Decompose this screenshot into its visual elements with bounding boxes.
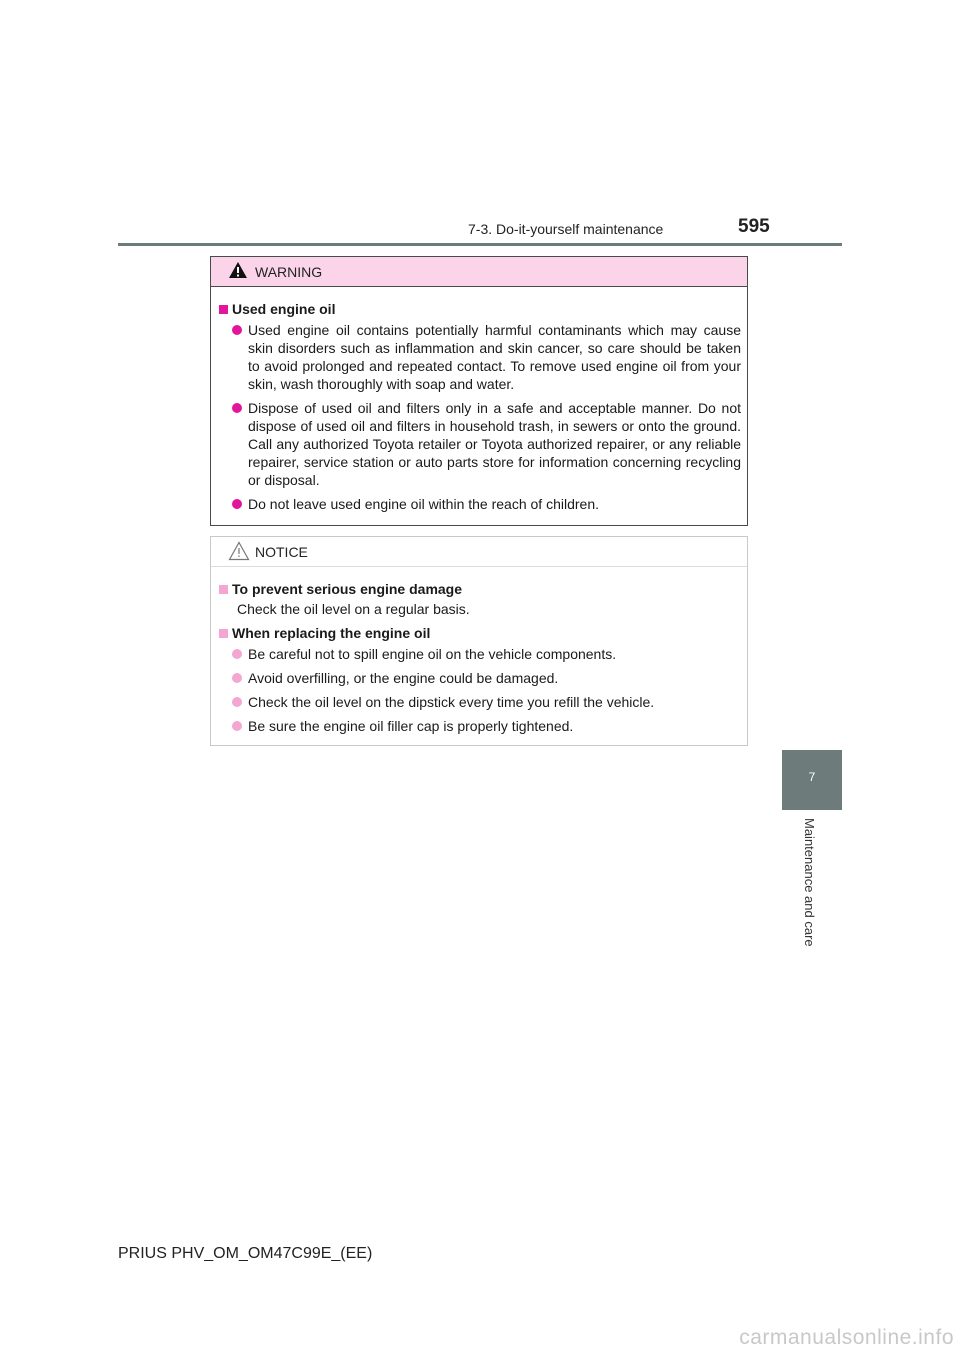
notice-heading: [218, 579, 741, 599]
list-item: [232, 669, 741, 687]
chapter-label: Maintenance and care: [802, 818, 817, 947]
warning-heading: [218, 299, 741, 319]
bullet-icon: [232, 721, 242, 731]
list-item: [232, 645, 741, 663]
list-item: [232, 321, 741, 393]
list-item: [232, 717, 741, 735]
bullet-icon: [232, 673, 242, 683]
list-item: [232, 399, 741, 489]
chapter-number: 7: [808, 770, 816, 784]
list-item: [232, 693, 741, 711]
warning-content: [211, 287, 747, 513]
warning-header: [211, 257, 747, 287]
notice-box: [210, 536, 748, 746]
list-item-text: Do not leave used engine oil within the reach of children.: [248, 496, 599, 512]
bullet-icon: [232, 697, 242, 707]
warning-heading-text: Used engine oil: [232, 301, 336, 317]
list-item: [232, 495, 741, 513]
bullet-icon: [232, 325, 242, 335]
list-item-text: Be careful not to spill engine oil on the vehicle components.: [248, 646, 617, 662]
caution-icon: [228, 541, 250, 561]
page-number: 595: [738, 216, 770, 237]
notice-heading-text: To prevent serious engine damage: [232, 581, 463, 597]
square-bullet-icon: [219, 629, 228, 638]
notice-paragraph: Check the oil level on a regular basis.: [237, 601, 470, 617]
notice-content: [211, 567, 747, 735]
square-bullet-icon: [219, 305, 228, 314]
bullet-icon: [232, 403, 242, 413]
list-item-text: Check the oil level on the dipstick every time you refill the vehicle.: [248, 694, 655, 710]
notice-header: [211, 537, 747, 567]
warning-icon: [228, 261, 248, 279]
watermark: carmanualsonline.info: [739, 1326, 954, 1349]
list-item-text: Avoid overfilling, or the engine could be damaged.: [248, 670, 559, 686]
notice-title: NOTICE: [255, 544, 308, 560]
notice-heading: [218, 623, 741, 643]
warning-box: [210, 256, 748, 526]
chapter-tab[interactable]: [782, 750, 842, 810]
list-item-text: Used engine oil contains potentially harmful contaminants which may cause skin disorders such as inflammation and skin cancer, so care should be taken to avoid prolonged and repeated contact. To remove used engine oil from your skin, wash thoroughly with soap and water.: [248, 322, 741, 392]
warning-title: WARNING: [255, 264, 323, 280]
list-item-text: Be sure the engine oil filler cap is properly tightened.: [248, 718, 574, 734]
square-bullet-icon: [219, 585, 228, 594]
bullet-icon: [232, 499, 242, 509]
notice-heading-text: When replacing the engine oil: [232, 625, 431, 641]
section-title: 7-3. Do-it-yourself maintenance: [468, 221, 664, 237]
document-id: PRIUS PHV_OM_OM47C99E_(EE): [118, 1245, 373, 1262]
header-divider: [118, 243, 842, 246]
bullet-icon: [232, 649, 242, 659]
list-item-text: Dispose of used oil and filters only in a safe and acceptable manner. Do not dispose of used oil and filters in household trash, in sewers or onto the ground. Call any authorized Toyota retailer or Toyota authorized repairer, or any reliable repairer, service station or auto parts store for information concerning recycling or disposal.: [248, 400, 741, 488]
